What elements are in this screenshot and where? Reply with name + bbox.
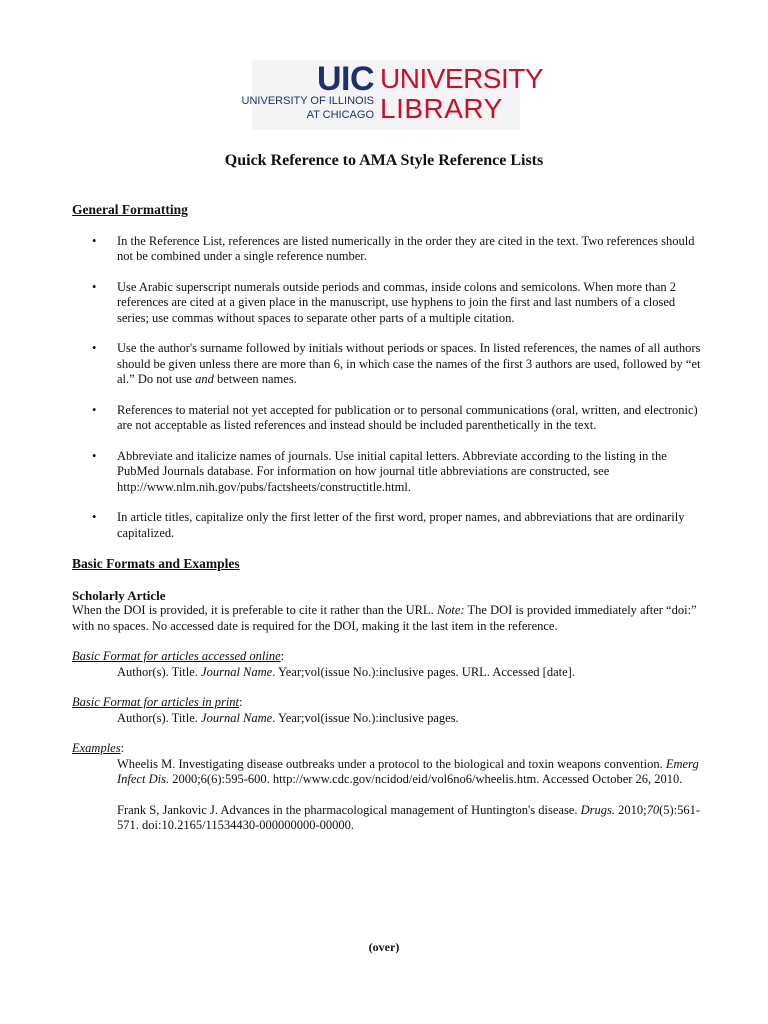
bullet-text: Abbreviate and italicize names of journals. Use initial capital letters. Abbreviate according to the listing in the PubMed Journals database. For information on how journal title abbreviations are constructed, see http://www.nlm.nih.gov/pubs/factsheets/constructitle.html. <box>117 448 667 494</box>
example2-post: (5):561-571. doi:10.2165/11534430-000000000-00000. <box>117 802 701 832</box>
bullet-text-before: Use the author's surname followed by initials without periods or spaces. In listed references, the names of all authors should be given unless there are more than 6, in which case the names of the first 3 authors are used, followed by “et al.” Do not use <box>117 341 701 386</box>
online-format-label-line: Basic Format for articles accessed online: <box>72 649 285 663</box>
online-format-post: . Year;vol(issue No.):inclusive pages. URL. Accessed [date]. <box>272 664 575 679</box>
example2-journal: Drugs. <box>580 802 615 817</box>
print-format-label-line: Basic Format for articles in print: <box>72 695 243 709</box>
logo-left-block <box>241 60 374 130</box>
example1-journal: Emerg Infect Dis. <box>117 756 699 786</box>
bullet-text: Use Arabic superscript numerals outside periods and commas, inside colons and semicolons. When more than 2 references are cited at a given place in the manuscript, use hyphens to join the first and last numbers of a closed series; use commas without spaces to separate other parts of a multiple citation. <box>117 279 677 325</box>
print-format-pre: Author(s). Title. <box>117 710 202 725</box>
list-item <box>72 510 704 541</box>
document-body <box>72 202 704 834</box>
example2-pre: Frank S, Jankovic J. Advances in the pharmacological management of Huntington's disease. <box>117 802 581 817</box>
examples-label-line: Examples: <box>72 741 125 755</box>
bullet-icon: • <box>92 510 97 524</box>
bullet-text: In article titles, capitalize only the first letter of the first word, proper names, and abbreviations that are ordinarily capitalized. <box>117 510 685 540</box>
examples-label: Examples <box>72 741 121 755</box>
online-format-template <box>72 665 704 681</box>
logo-uic-wordmark: UIC <box>316 60 374 98</box>
logo-university-of-illinois: UNIVERSITY OF ILLINOIS <box>241 95 374 107</box>
logo-at-chicago: AT CHICAGO <box>306 109 374 121</box>
intro-note: Note: <box>436 603 465 617</box>
intro-text-after: The DOI is provided immediately after “doi:” with no spaces. No accessed date is required for the DOI, making it the last item in the reference. <box>72 603 697 633</box>
bullet-icon: • <box>92 233 97 248</box>
example1-post: 2000;6(6):595-600. http://www.cdc.gov/ncidod/eid/vol6no6/wheelis.htm. Accessed October 26, 2010. <box>169 772 683 786</box>
online-format-journal: Journal Name <box>201 664 273 679</box>
example1-pre: Wheelis M. Investigating disease outbreaks under a protocol to the biological and toxin weapons convention. <box>117 756 666 771</box>
scholarly-article-intro <box>72 603 704 634</box>
basic-formats-heading: Basic Formats and Examples <box>72 556 240 571</box>
bullet-text-emphasis: and <box>195 372 214 386</box>
examples-block <box>72 741 704 834</box>
example2-year: 2010; <box>615 802 647 817</box>
bullet-icon: • <box>92 341 97 355</box>
print-format-journal: Journal Name <box>201 710 273 725</box>
bullet-icon: • <box>92 279 97 294</box>
list-item <box>72 449 704 496</box>
bullet-text: In the Reference List, references are listed numerically in the order they are cited in the text. Two references should not be combined under a single reference number. <box>117 233 695 263</box>
bullet-icon: • <box>92 448 97 463</box>
bullet-icon: • <box>92 402 97 417</box>
page-title: Quick Reference to AMA Style Reference Lists <box>224 152 544 169</box>
list-item <box>72 234 704 265</box>
page-footer-over: (over) <box>368 940 400 954</box>
print-format-block <box>72 695 704 726</box>
logo-library-word: LIBRARY <box>380 93 503 124</box>
list-item <box>72 280 704 327</box>
scholarly-article-heading: Scholarly Article <box>72 587 166 603</box>
online-format-pre: Author(s). Title. <box>117 664 202 679</box>
example-reference-2 <box>72 803 704 834</box>
print-format-label: Basic Format for articles in print <box>72 695 240 709</box>
logo-university-word: UNIVERSITY <box>380 63 544 94</box>
print-format-post: . Year;vol(issue No.):inclusive pages. <box>272 710 459 725</box>
list-item <box>72 341 704 388</box>
intro-text-before: When the DOI is provided, it is preferable to cite it rather than the URL. <box>72 603 437 617</box>
online-format-block <box>72 649 704 680</box>
print-format-template <box>72 711 704 727</box>
online-format-label: Basic Format for articles accessed online <box>72 649 281 663</box>
bullet-text-after: between names. <box>213 372 297 386</box>
uic-library-logo <box>241 60 544 130</box>
general-formatting-list <box>72 234 704 542</box>
example-reference-1 <box>72 757 704 788</box>
list-item <box>72 403 704 434</box>
example2-volume: 70 <box>646 802 660 817</box>
general-formatting-heading: General Formatting <box>72 202 188 217</box>
bullet-text: References to material not yet accepted for publication or to personal communications (oral, written, and electronic) are not acceptable as listed references and instead should be included parenthetically in the text. <box>117 402 698 432</box>
